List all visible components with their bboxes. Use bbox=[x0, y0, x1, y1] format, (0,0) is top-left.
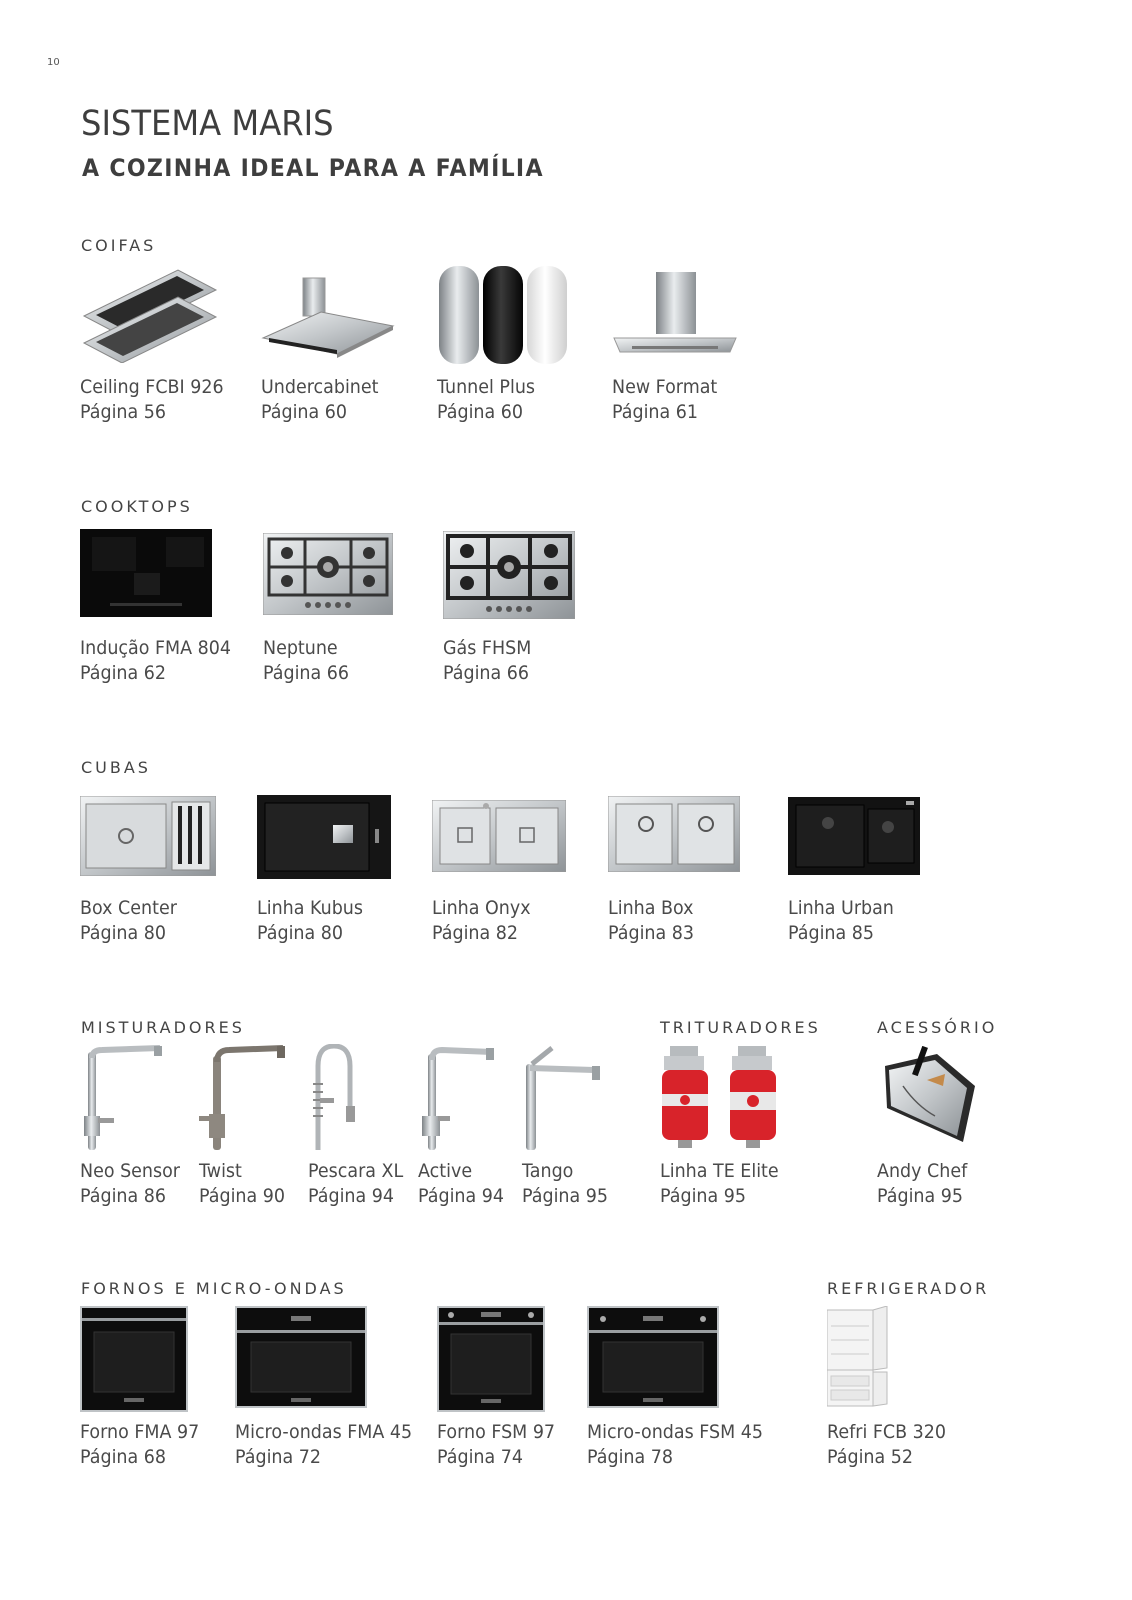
product-name: Refri FCB 320 bbox=[827, 1421, 947, 1443]
page-title: SISTEMA MARIS bbox=[81, 104, 334, 144]
product-page: Página 94 bbox=[308, 1185, 395, 1207]
ceiling-hood-icon bbox=[80, 268, 220, 363]
product-page: Página 68 bbox=[80, 1446, 167, 1468]
undercabinet-hood-icon bbox=[261, 268, 396, 363]
microwave-icon bbox=[587, 1306, 719, 1408]
product-name: Linha Kubus bbox=[257, 897, 363, 919]
faucet-icon bbox=[418, 1044, 498, 1152]
product-page: Página 80 bbox=[257, 922, 344, 944]
oven-icon bbox=[80, 1306, 188, 1412]
product-page: Página 86 bbox=[80, 1185, 167, 1207]
product-name: Pescara XL bbox=[308, 1160, 404, 1182]
product-page: Página 78 bbox=[587, 1446, 674, 1468]
product-page: Página 66 bbox=[263, 662, 350, 684]
product-page: Página 80 bbox=[80, 922, 167, 944]
product-page: Página 60 bbox=[437, 401, 524, 423]
product-page: Página 82 bbox=[432, 922, 519, 944]
double-granite-sink-icon bbox=[788, 797, 920, 875]
gas-cooktop-icon bbox=[263, 533, 393, 615]
spring-faucet-icon bbox=[308, 1044, 358, 1152]
double-steel-sink-icon bbox=[608, 796, 740, 872]
oven-icon bbox=[437, 1306, 545, 1412]
section-title-cubas: CUBAS bbox=[81, 758, 151, 777]
product-name: Neo Sensor bbox=[80, 1160, 181, 1182]
product-page: Página 83 bbox=[608, 922, 695, 944]
chimney-hood-icon bbox=[612, 268, 738, 358]
product-name: Gás FHSM bbox=[443, 637, 532, 659]
product-name: Linha Onyx bbox=[432, 897, 531, 919]
product-name: Micro-ondas FMA 45 bbox=[235, 1421, 413, 1443]
product-page: Página 72 bbox=[235, 1446, 322, 1468]
product-page: Página 52 bbox=[827, 1446, 914, 1468]
refrigerator-icon bbox=[827, 1306, 889, 1408]
product-page: Página 74 bbox=[437, 1446, 524, 1468]
product-name: Tango bbox=[522, 1160, 574, 1182]
section-title-acessorio: ACESSÓRIO bbox=[877, 1018, 998, 1037]
product-name: Undercabinet bbox=[261, 376, 379, 398]
section-title-trituradores: TRITURADORES bbox=[660, 1018, 821, 1037]
product-name: Ceiling FCBI 926 bbox=[80, 376, 224, 398]
product-page: Página 95 bbox=[877, 1185, 964, 1207]
product-page: Página 61 bbox=[612, 401, 699, 423]
section-title-fornos: FORNOS E MICRO-ONDAS bbox=[81, 1279, 347, 1298]
tunnel-hood-icon bbox=[437, 262, 569, 366]
section-title-misturadores: MISTURADORES bbox=[81, 1018, 245, 1037]
product-page: Página 85 bbox=[788, 922, 875, 944]
product-name: Linha Box bbox=[608, 897, 694, 919]
section-title-coifas: COIFAS bbox=[81, 236, 157, 255]
product-name: Micro-ondas FSM 45 bbox=[587, 1421, 763, 1443]
page-number: 10 bbox=[47, 57, 60, 68]
product-name: Linha Urban bbox=[788, 897, 894, 919]
microwave-icon bbox=[235, 1306, 367, 1408]
product-name: Active bbox=[418, 1160, 473, 1182]
induction-cooktop-icon bbox=[80, 529, 212, 617]
product-page: Página 62 bbox=[80, 662, 167, 684]
gas-cooktop-icon bbox=[443, 531, 575, 619]
product-name: Forno FSM 97 bbox=[437, 1421, 556, 1443]
product-name: Linha TE Elite bbox=[660, 1160, 779, 1182]
product-page: Página 95 bbox=[660, 1185, 747, 1207]
section-title-cooktops: COOKTOPS bbox=[81, 497, 193, 516]
faucet-icon bbox=[80, 1044, 170, 1152]
product-page: Página 94 bbox=[418, 1185, 505, 1207]
product-name: New Format bbox=[612, 376, 718, 398]
product-name: Tunnel Plus bbox=[437, 376, 536, 398]
section-title-refrigerador: REFRIGERADOR bbox=[827, 1279, 990, 1298]
product-name: Twist bbox=[199, 1160, 242, 1182]
product-name: Neptune bbox=[263, 637, 338, 659]
product-page: Página 90 bbox=[199, 1185, 286, 1207]
knife-block-icon bbox=[877, 1046, 981, 1150]
double-steel-sink-icon bbox=[432, 800, 566, 872]
product-name: Forno FMA 97 bbox=[80, 1421, 200, 1443]
faucet-icon bbox=[199, 1044, 289, 1152]
granite-sink-icon bbox=[257, 795, 391, 879]
product-page: Página 66 bbox=[443, 662, 530, 684]
page-subtitle: A COZINHA IDEAL PARA A FAMÍLIA bbox=[82, 154, 544, 182]
product-page: Página 56 bbox=[80, 401, 167, 423]
steel-sink-icon bbox=[80, 796, 216, 876]
faucet-icon bbox=[522, 1044, 604, 1152]
waste-disposer-icon bbox=[660, 1046, 784, 1150]
product-name: Andy Chef bbox=[877, 1160, 968, 1182]
product-page: Página 60 bbox=[261, 401, 348, 423]
product-name: Box Center bbox=[80, 897, 177, 919]
product-name: Indução FMA 804 bbox=[80, 637, 232, 659]
product-page: Página 95 bbox=[522, 1185, 609, 1207]
